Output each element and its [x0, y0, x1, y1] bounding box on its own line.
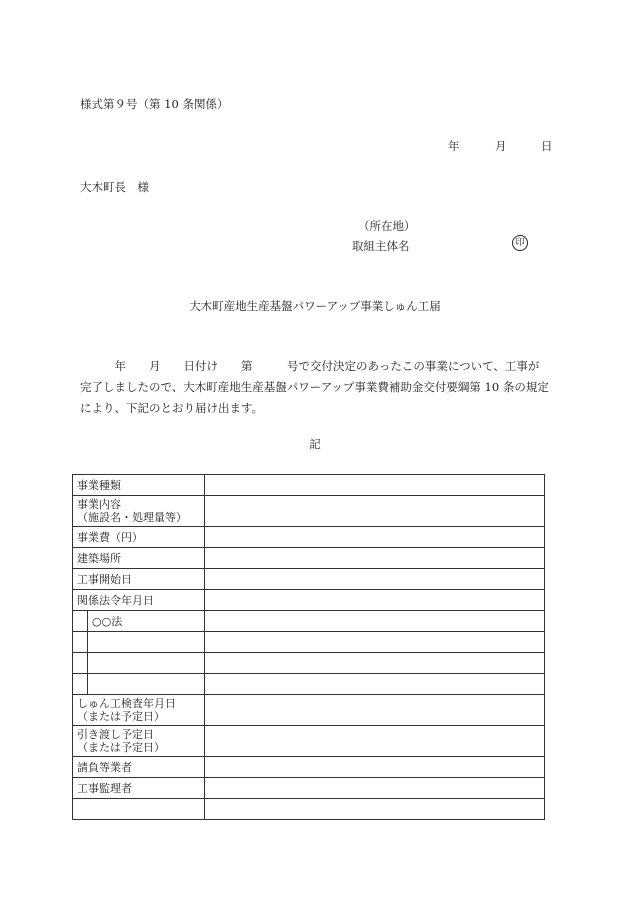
value-cell[interactable]: [205, 653, 545, 674]
row-label-line: 引き渡し予定日: [77, 728, 154, 741]
row-label: 事業費（円）: [73, 527, 205, 548]
row-label: 工事監理者: [73, 778, 205, 799]
row-label: 工事開始日: [73, 569, 205, 590]
row-label: [73, 695, 205, 726]
table-row: [73, 548, 545, 569]
date-month-label: 月: [495, 139, 507, 153]
row-label: 請負等業者: [73, 757, 205, 778]
row-label: 建築場所: [73, 548, 205, 569]
document-title: 大木町産地生産基盤パワーアップ事業しゅん工届: [189, 299, 441, 313]
sub-label: [88, 653, 205, 674]
detail-table: [72, 474, 545, 820]
row-label: [73, 496, 205, 527]
value-cell[interactable]: [205, 757, 545, 778]
value-cell[interactable]: [205, 475, 545, 496]
address-label: （所在地）: [358, 219, 416, 233]
value-cell[interactable]: [205, 548, 545, 569]
sub-label: ○○法: [88, 611, 205, 632]
table-row: [73, 632, 545, 653]
table-row: [73, 569, 545, 590]
addressee: 大木町長 様: [80, 180, 149, 194]
table-row: [73, 799, 545, 820]
seal-icon: 印: [512, 235, 528, 251]
value-cell[interactable]: [205, 527, 545, 548]
date-day-label: 日: [541, 139, 553, 153]
row-label: 関係法令年月日: [73, 590, 205, 611]
body-line: 年 月 日付け 第 号で交付決定のあったこの事業について、工事が: [80, 359, 540, 373]
row-label: [73, 799, 205, 820]
value-cell[interactable]: [205, 569, 545, 590]
table-row: [73, 496, 545, 527]
date-year-label: 年: [448, 139, 460, 153]
value-cell[interactable]: [205, 590, 545, 611]
indent-cell: [73, 674, 88, 695]
ki-heading: 記: [309, 437, 321, 451]
value-cell[interactable]: [205, 632, 545, 653]
table-row: [73, 590, 545, 611]
indent-cell: [73, 653, 88, 674]
value-cell[interactable]: [205, 496, 545, 527]
value-cell[interactable]: [205, 726, 545, 757]
body-paragraph: [80, 356, 560, 419]
row-label: [73, 726, 205, 757]
table-row: [73, 653, 545, 674]
table-row: [73, 757, 545, 778]
row-label-line: （施設名・処理量等）: [77, 511, 187, 524]
indent-cell: [73, 611, 88, 632]
organization-name-label: 取組主体名: [352, 239, 410, 253]
table-row: [73, 695, 545, 726]
sub-label: [88, 674, 205, 695]
table-row: [73, 475, 545, 496]
form-number-label: 様式第９号（第 10 条関係）: [80, 97, 229, 111]
row-label-line: （または予定日）: [77, 710, 165, 723]
body-line: 完了しましたので、大木町産地生産基盤パワーアップ事業費補助金交付要綱第 10 条の規定: [80, 380, 549, 394]
value-cell[interactable]: [205, 611, 545, 632]
row-label-line: しゅん工検査年月日: [77, 697, 176, 710]
row-label-line: 事業内容: [77, 498, 121, 511]
indent-cell: [73, 632, 88, 653]
row-label-line: （または予定日）: [77, 741, 165, 754]
table-row: [73, 726, 545, 757]
table-row: [73, 527, 545, 548]
sub-label: [88, 632, 205, 653]
table-row: [73, 778, 545, 799]
row-label: 事業種類: [73, 475, 205, 496]
value-cell[interactable]: [205, 799, 545, 820]
value-cell[interactable]: [205, 778, 545, 799]
table-row: [73, 674, 545, 695]
body-line: により、下記のとおり届け出ます。: [80, 401, 264, 415]
table-row: [73, 611, 545, 632]
value-cell[interactable]: [205, 695, 545, 726]
value-cell[interactable]: [205, 674, 545, 695]
